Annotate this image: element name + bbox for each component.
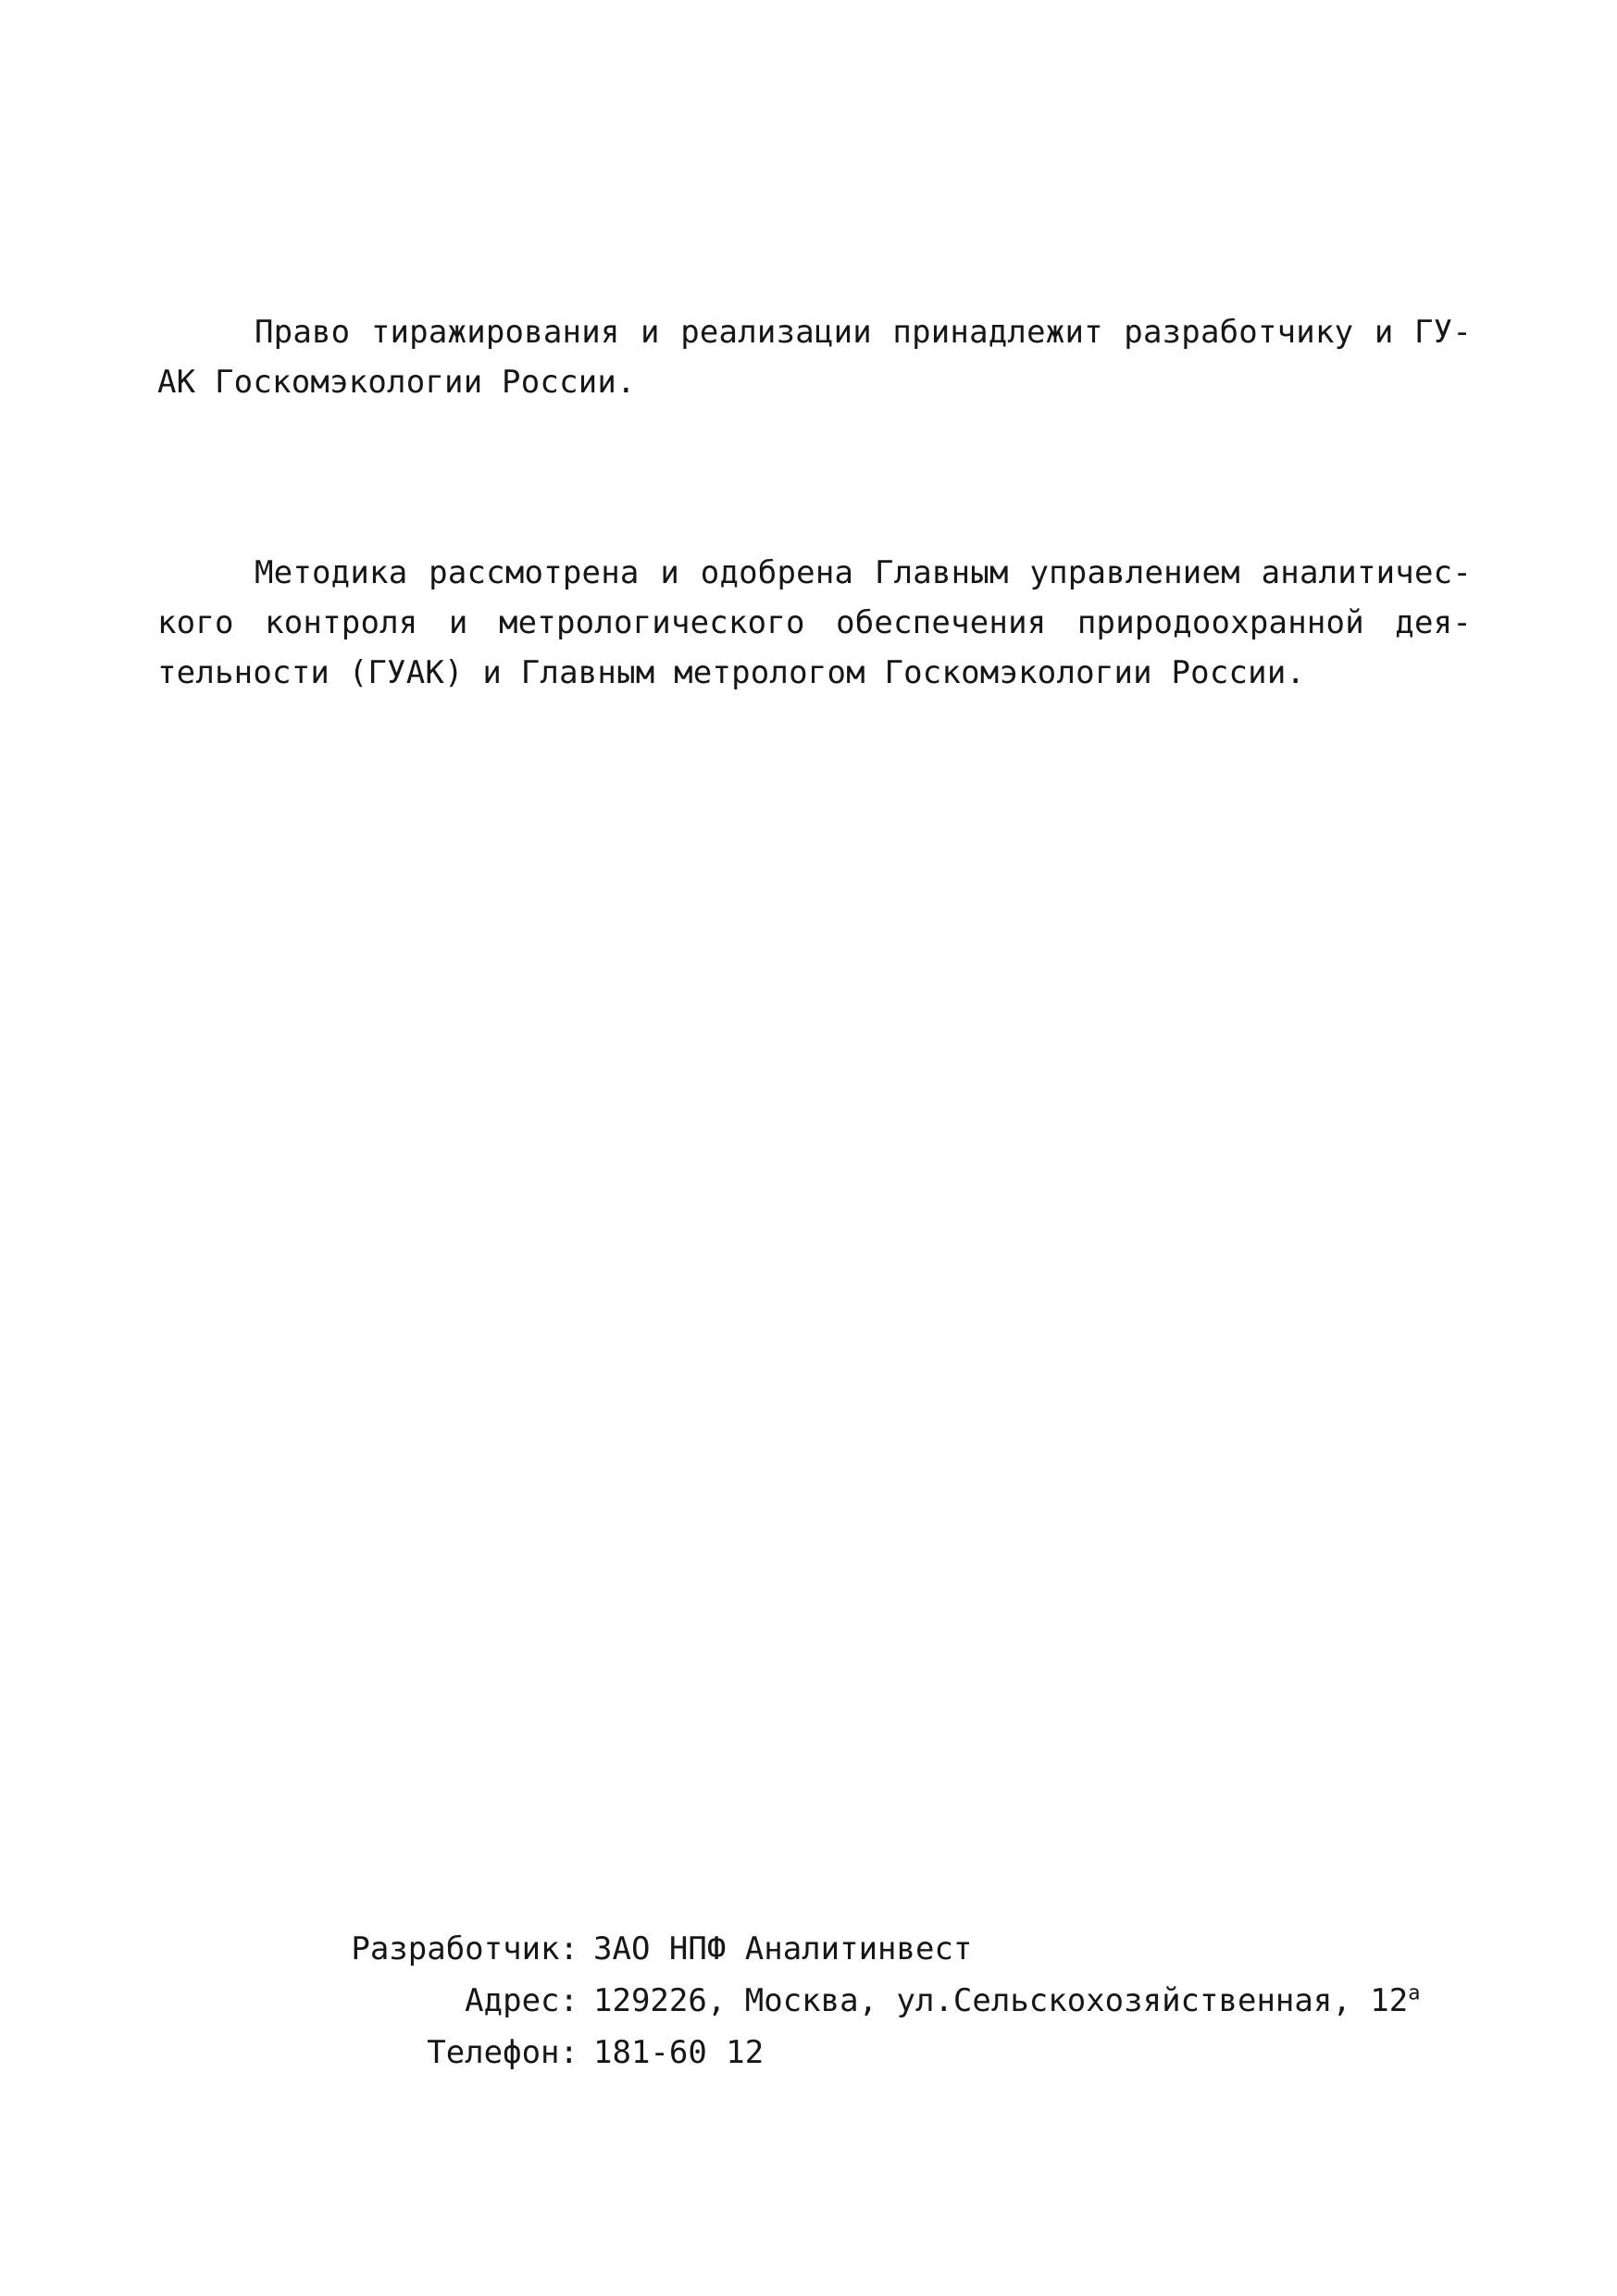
- address-row: [324, 1975, 1527, 2027]
- developer-info: [324, 1923, 1527, 2079]
- developer-row: [324, 1923, 1527, 1975]
- approval-line-1: Методика рассмотрена и одобрена Главным управлением аналитичес-: [255, 554, 1472, 591]
- phone-label: Телефон:: [427, 2034, 578, 2071]
- approval-paragraph: [157, 548, 1472, 698]
- address-value-wrap: [593, 1975, 1420, 2027]
- approval-line-2: кого контроля и метрологического обеспечения природоохранной дея-: [157, 604, 1472, 641]
- rights-line-1: Право тиражирования и реализации принадлежит разработчику и ГУ-: [255, 314, 1472, 351]
- address-superscript: а: [1408, 1981, 1421, 2005]
- rights-line-2: АК Госкомэкологии России.: [157, 364, 636, 401]
- rights-paragraph: [157, 307, 1472, 407]
- address-value: 129226, Москва, ул.Сельскохозяйственная, 12: [593, 1982, 1409, 2019]
- approval-line-3: тельности (ГУАК) и Главным метрологом Госкомэкологии России.: [157, 654, 1306, 691]
- address-label: Адрес:: [465, 1982, 578, 2019]
- phone-value: 181-60 12: [593, 2034, 765, 2071]
- phone-row: [324, 2027, 1527, 2079]
- developer-value: ЗАО НПФ Аналитинвест: [593, 1930, 973, 1967]
- developer-label: Разработчик:: [351, 1930, 578, 1967]
